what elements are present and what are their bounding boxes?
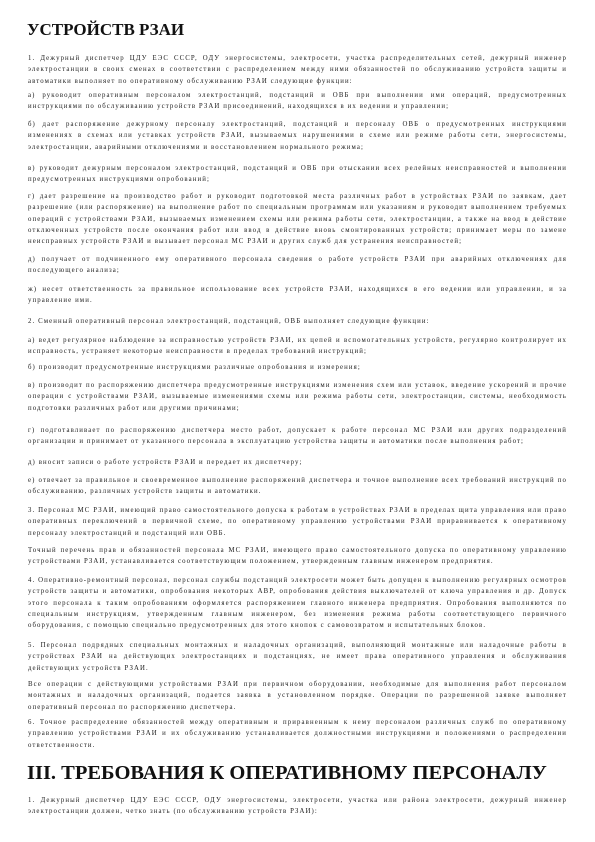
paragraph-2b: б) производит предусмотренные инструкциями различные опробования и измерения; xyxy=(28,364,361,371)
paragraph-1v: в) руководит дежурным персоналом электростанций, подстанций и ОВБ при отыскании всех релейных неисправностей и выполнении предусмотренных инструкциями опробований; xyxy=(28,165,567,184)
paragraph-2e: е) отвечает за правильное и своевременное выполнение распоряжений диспетчера и точное выполнение всех требований инструкций по обслуживанию, различных устройств защиты и автоматики. xyxy=(28,477,567,496)
paragraph-1b: б) дает распоряжение дежурному персоналу электростанций, подстанций и персоналу ОВБ о предусмотренных инструкциями изменениях в схемах или уставках устройств РЗАИ, вызываемых нарушениями в схеме или режиме работы сети, энергосистемы, электростанции, аварийными отключениями и восстановлением нормального режима; xyxy=(28,121,567,151)
paragraph-1d: д) получает от подчиненного ему оперативного персонала сведения о работе устройств РЗАИ при аварийных отключениях для последующего анализа; xyxy=(28,256,567,275)
section-heading: III. ТРЕБОВАНИЯ К ОПЕРАТИВНОМУ ПЕРСОНАЛУ xyxy=(27,762,547,784)
paragraph-4: 4. Оперативно-ремонтный персонал, персонал службы подстанций электросети может быть допущен к выполнению регулярных осмотров устройств защиты и автоматики, опробования некоторых АВР, опробования действия выключателей от ключа управления и др. Допуск этого персонала к таким опробованиям оформляется распоряжением главного инженера предприятия. Опробования выполняются по специальным инструкциям, утвержденным главным инженером, без изменения режима работы соответствующего первичного оборудования, с помощью специально предусмотренных для этого кнопок с самовозвратом и испытательных блоков. xyxy=(28,577,567,630)
section-title: УСТРОЙСТВ РЗАИ xyxy=(27,20,185,39)
paragraph-1g: г) дает разрешение на производство работ и руководит подготовкой места различных работ в устройствах РЗАИ по заявкам, дает разрешение (или распоряжение) на выполнение работ по специальным программам или указаниям и руководит выполнением требуемых операций с устройствами РЗАИ, вызываемых изменением схемы или режима работы сети, электростанции, а также на ввод в действие отключенных устройств после окончания работ или ввод в действие вновь смонтированных устройств; принимает меры по замене неисправных устройств РЗАИ и вызывает персонал МС РЗАИ и других служб для устранения неисправностей; xyxy=(28,193,567,246)
paragraph-2g: г) подготавливает по распоряжению диспетчера место работ, допускает к работе персонал МС РЗАИ или других подразделений организации и принимает от указанного персонала в эксплуатацию устройства защиты и автоматики после выполнения работ; xyxy=(28,427,567,446)
paragraph-2: 2. Сменный оперативный персонал электростанций, подстанций, ОВБ выполняет следующие функции: xyxy=(28,318,430,325)
paragraph-1zh: ж) несет ответственность за правильное использование всех устройств РЗАИ, находящихся в его ведении или управлении, и за управление ими. xyxy=(28,286,567,305)
paragraph-2a: а) ведет регулярное наблюдение за исправностью устройств РЗАИ, их цепей и вспомогательных устройств, регулярно контролирует их исправность, устраняет некоторые неисправности в пределах требований инструкций; xyxy=(28,337,567,356)
paragraph-5-note: Все операции с действующими устройствами РЗАИ при первичном оборудовании, необходимые для выполнения работ персоналом монтажных и наладочных организаций, подается заявка в установленном порядке. Операции по разрешенной заявке выполняет оперативный персонал по распоряжению диспетчера. xyxy=(28,681,567,711)
paragraph-5: 5. Персонал подрядных специальных монтажных и наладочных организаций, выполняющий монтажные или наладочные работы в устройствах РЗАИ на действующих электростанциях и подстанциях, не имеет права оперативного управления и обслуживания действующих устройств РЗАИ. xyxy=(28,642,567,672)
paragraph-2d: д) вносит записи о работе устройств РЗАИ и передает их диспетчеру; xyxy=(28,459,303,466)
paragraph-1: 1. Дежурный диспетчер ЦДУ ЕЭС СССР, ОДУ энергосистемы, электросети, участка распределительных сетей, дежурный инженер электростанции в своих сменах в соответствии с распределением между ними обязанностей по обслуживанию устройств защиты и автоматики выполняет по оперативному обслуживанию РЗАИ следующие функции: xyxy=(28,55,567,85)
paragraph-6: 6. Точное распределение обязанностей между оперативным и приравненным к нему персоналом различных служб по оперативному управлению устройствами РЗАИ и их обслуживанию устанавливается должностными инструкциями и положениями о распределении ответственности. xyxy=(28,719,567,749)
paragraph-1a: а) руководит оперативным персоналом электростанций, подстанций и ОВБ при выполнении ими операций, предусмотренных инструкциями по обслуживанию устройств РЗАИ присоединений, находящихся в их ведении и управлении; xyxy=(28,92,567,111)
paragraph-2v: в) производит по распоряжению диспетчера предусмотренные инструкциями изменения схем или уставок, введение ускорений и прочие операции с устройствами РЗАИ, вызываемые изменениями схемы или режима работы сети, электростанции, системы, необходимость подготовки различных работ или другими причинами; xyxy=(28,382,567,412)
section-iii-paragraph-1: 1. Дежурный диспетчер ЦДУ ЕЭС СССР, ОДУ энергосистемы, электросети, участка или района электросети, дежурный инженер электростанции должен, четко знать (по обслуживанию устройств РЗАИ): xyxy=(28,797,567,816)
paragraph-3: 3. Персонал МС РЗАИ, имеющий право самостоятельного допуска к работам в устройствах РЗАИ в пределах щита управления или право оперативных переключений в первичной схеме, по оперативному управлению устройствами РЗАИ приравнивается к оперативному персоналу электростанций и подстанций или ОВБ. xyxy=(28,507,567,537)
paragraph-3-note: Точный перечень прав и обязанностей персонала МС РЗАИ, имеющего право самостоятельного допуска по оперативному управлению устройствами РЗАИ, устанавливается соответствующим положением, утвержденным главным инженером предприятия. xyxy=(28,547,567,566)
